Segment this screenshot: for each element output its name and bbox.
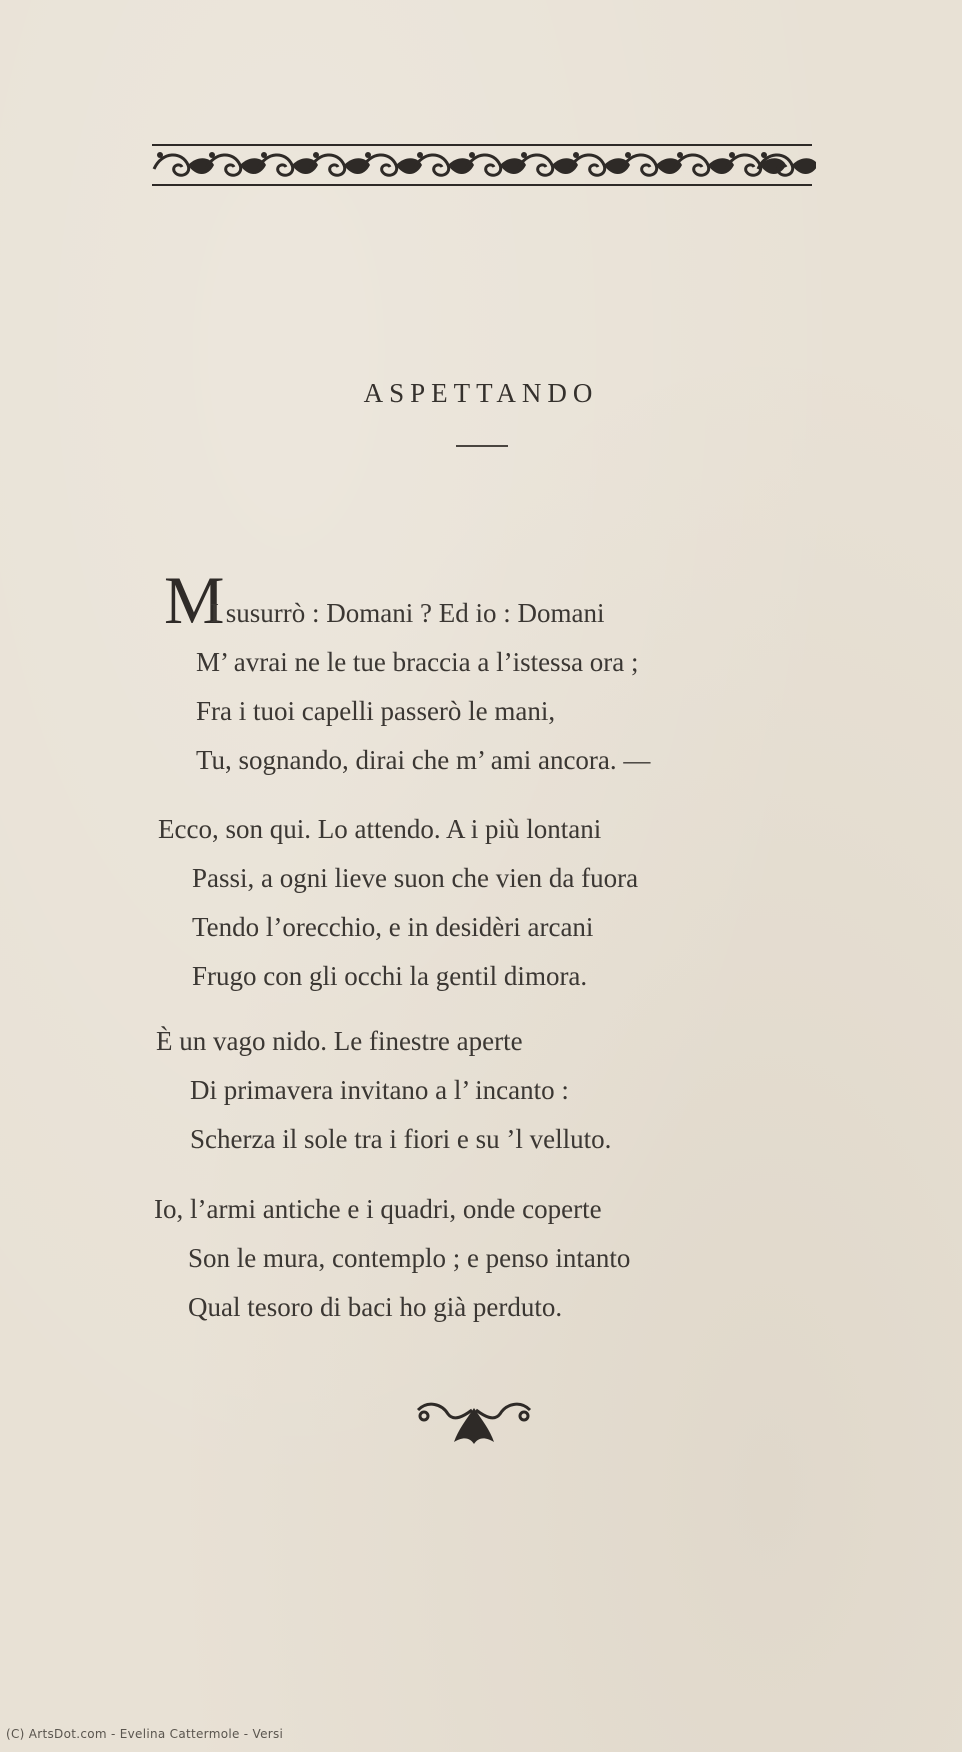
title-rule — [456, 445, 508, 447]
poem-line: Io, l’armi antiche e i quadri, onde coperte — [154, 1194, 602, 1224]
poem-line: Tendo l’orecchio, e in desidèri arcani — [192, 912, 594, 942]
poem-line: Qual tesoro di baci ho già perduto. — [188, 1292, 563, 1322]
poem-line: Frugo con gli occhi la gentil dimora. — [192, 961, 588, 991]
poem-line: Tu, sognando, dirai che m’ ami ancora. — — [196, 745, 651, 775]
poem-line: È un vago nido. Le finestre aperte — [156, 1026, 523, 1056]
poem-line: Son le mura, contemplo ; e penso intanto — [188, 1243, 631, 1273]
poem-line: I susurrò : Domani ? Ed io : Domani — [210, 598, 605, 628]
poem-line: M’ avrai ne le tue braccia a l’istessa ora ; — [196, 647, 639, 677]
scroll-vine-border-icon — [148, 135, 816, 195]
poem-line: Scherza il sole tra i fiori e su ’l velluto. — [190, 1124, 612, 1154]
fleuron-icon — [414, 1396, 534, 1448]
poem-line: Fra i tuoi capelli passerò le mani, — [196, 696, 556, 726]
poem-line: Ecco, son qui. Lo attendo. A i più lontani — [158, 814, 602, 844]
poem-line: Di primavera invitano a l’ incanto : — [190, 1075, 569, 1105]
poem-line: Passi, a ogni lieve suon che vien da fuora — [192, 863, 639, 893]
copyright-footer: (C) ArtsDot.com - Evelina Cattermole - Versi — [6, 1727, 284, 1741]
poem-title: ASPETTANDO — [363, 378, 599, 408]
drop-cap: M — [164, 562, 225, 638]
